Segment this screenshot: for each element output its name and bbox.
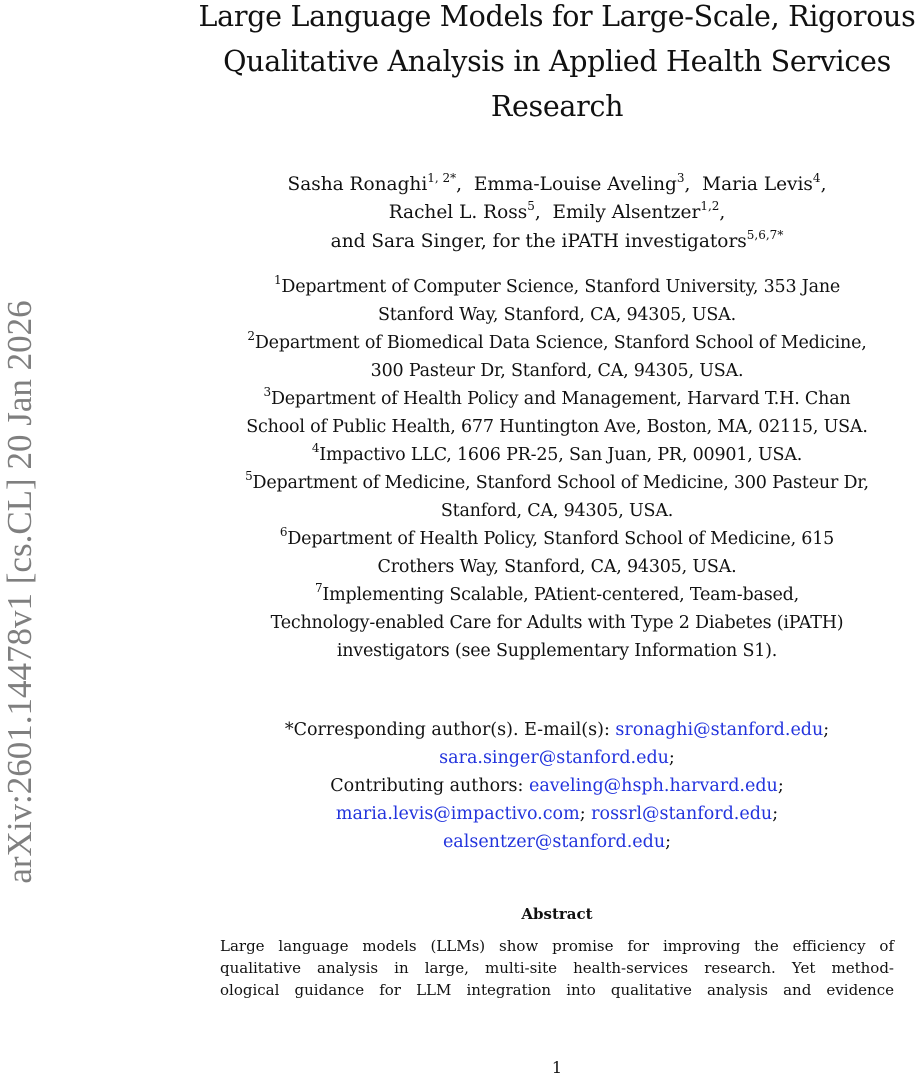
affiliation-line (190, 441, 916, 470)
contrib-line (190, 800, 916, 828)
affiliation-line: Stanford Way, Stanford, CA, 94305, USA. (378, 305, 736, 325)
author-sup: 1,2 (700, 199, 720, 213)
affiliation-line (190, 329, 916, 358)
author-name: Rachel L. Ross (388, 202, 528, 223)
affiliation-line: Stanford, CA, 94305, USA. (440, 501, 674, 521)
author-name: Maria Levis (702, 174, 813, 195)
title-line: Large Language Models for Large-Scale, Rigorous (198, 0, 916, 33)
sep: , (719, 202, 726, 223)
sep: ; (579, 804, 586, 824)
aff-text: Department of Medicine, Stanford School of Medicine, 300 Pasteur Dr, (252, 473, 869, 493)
sep: ; (665, 832, 672, 852)
author-sup: 1, 2* (427, 171, 457, 185)
aff-text: Department of Health Policy and Management, Harvard T.H. Chan (270, 389, 851, 409)
aff-sup: 2 (247, 329, 255, 343)
email-link[interactable]: eaveling@hsph.harvard.edu (528, 776, 778, 796)
aff-sup: 5 (245, 469, 253, 483)
sep: , (456, 174, 463, 195)
email-link[interactable]: sara.singer@stanford.edu (439, 748, 669, 768)
authors-line (190, 171, 916, 200)
title-line: Research (490, 90, 624, 123)
email-link[interactable]: rossrl@stanford.edu (591, 804, 773, 824)
title-line: Qualitative Analysis in Applied Health Services (223, 45, 891, 78)
email-link[interactable]: maria.levis@impactivo.com (335, 804, 580, 824)
aff-sup: 1 (273, 273, 282, 287)
author-sup: 5 (527, 199, 535, 213)
affiliation-line (190, 581, 916, 610)
corresponding-label: *Corresponding author(s). E-mail(s): (284, 720, 610, 740)
contrib-line (190, 772, 916, 800)
arxiv-stamp: arXiv:2601.14478v1 [cs.CL] 20 Jan 2026 (0, 300, 39, 884)
sep: ; (772, 804, 779, 824)
aff-sup: 3 (263, 385, 271, 399)
correspondence-line (190, 716, 916, 744)
affiliation-line: School of Public Health, 677 Huntington Ave, Boston, MA, 02115, USA. (246, 417, 868, 437)
author-name: Emma-Louise Aveling (473, 174, 677, 195)
authors-line (190, 199, 916, 228)
email-link[interactable]: sronaghi@stanford.edu (615, 720, 824, 740)
affiliation-line: 300 Pasteur Dr, Stanford, CA, 94305, USA. (370, 361, 744, 381)
sep: ; (668, 748, 675, 768)
contrib-line (190, 828, 916, 856)
affiliation-line (190, 525, 916, 554)
aff-sup: 4 (311, 441, 320, 455)
author-name: and Sara Singer, for the iPATH investigators (330, 231, 747, 252)
abstract-line: qualitative analysis in large, multi-site health-services research. Yet method- (220, 959, 894, 977)
abstract-heading: Abstract (521, 905, 593, 923)
sep: ; (823, 720, 830, 740)
author-name: Emily Alsentzer (552, 202, 701, 223)
author-sup: 4 (812, 171, 821, 185)
affiliation-line (190, 273, 916, 302)
sep: , (684, 174, 691, 195)
affiliation-line: investigators (see Supplementary Information S1). (336, 641, 778, 661)
aff-text: Implementing Scalable, PAtient-centered, Team-based, (322, 585, 800, 605)
sep: ; (777, 776, 784, 796)
email-link[interactable]: ealsentzer@stanford.edu (442, 832, 666, 852)
aff-text: Impactivo LLC, 1606 PR-25, San Juan, PR, 00901, USA. (319, 445, 803, 465)
author-sup: 3 (676, 171, 685, 185)
aff-sup: 6 (279, 525, 288, 539)
contributing-label: Contributing authors: (330, 776, 524, 796)
correspondence-line (190, 744, 916, 772)
aff-text: Department of Health Policy, Stanford School of Medicine, 615 (287, 529, 835, 549)
affiliation-line: Crothers Way, Stanford, CA, 94305, USA. (377, 557, 737, 577)
affiliation-line (190, 469, 916, 498)
affiliation-line: Technology-enabled Care for Adults with Type 2 Diabetes (iPATH) (270, 613, 844, 633)
authors-line (190, 228, 916, 257)
abstract-line: Large language models (LLMs) show promise for improving the efficiency of (220, 937, 894, 955)
aff-sup: 7 (314, 581, 323, 595)
author-name: Sasha Ronaghi (287, 174, 428, 195)
sep: , (534, 202, 541, 223)
abstract-line: ological guidance for LLM integration into qualitative analysis and evidence (220, 981, 894, 999)
affiliation-line (190, 385, 916, 414)
aff-text: Department of Biomedical Data Science, Stanford School of Medicine, (254, 333, 867, 353)
author-sup: 5,6,7* (746, 228, 784, 242)
aff-text: Department of Computer Science, Stanford University, 353 Jane (281, 277, 841, 297)
sep: , (820, 174, 827, 195)
page-number: 1 (551, 1058, 563, 1077)
